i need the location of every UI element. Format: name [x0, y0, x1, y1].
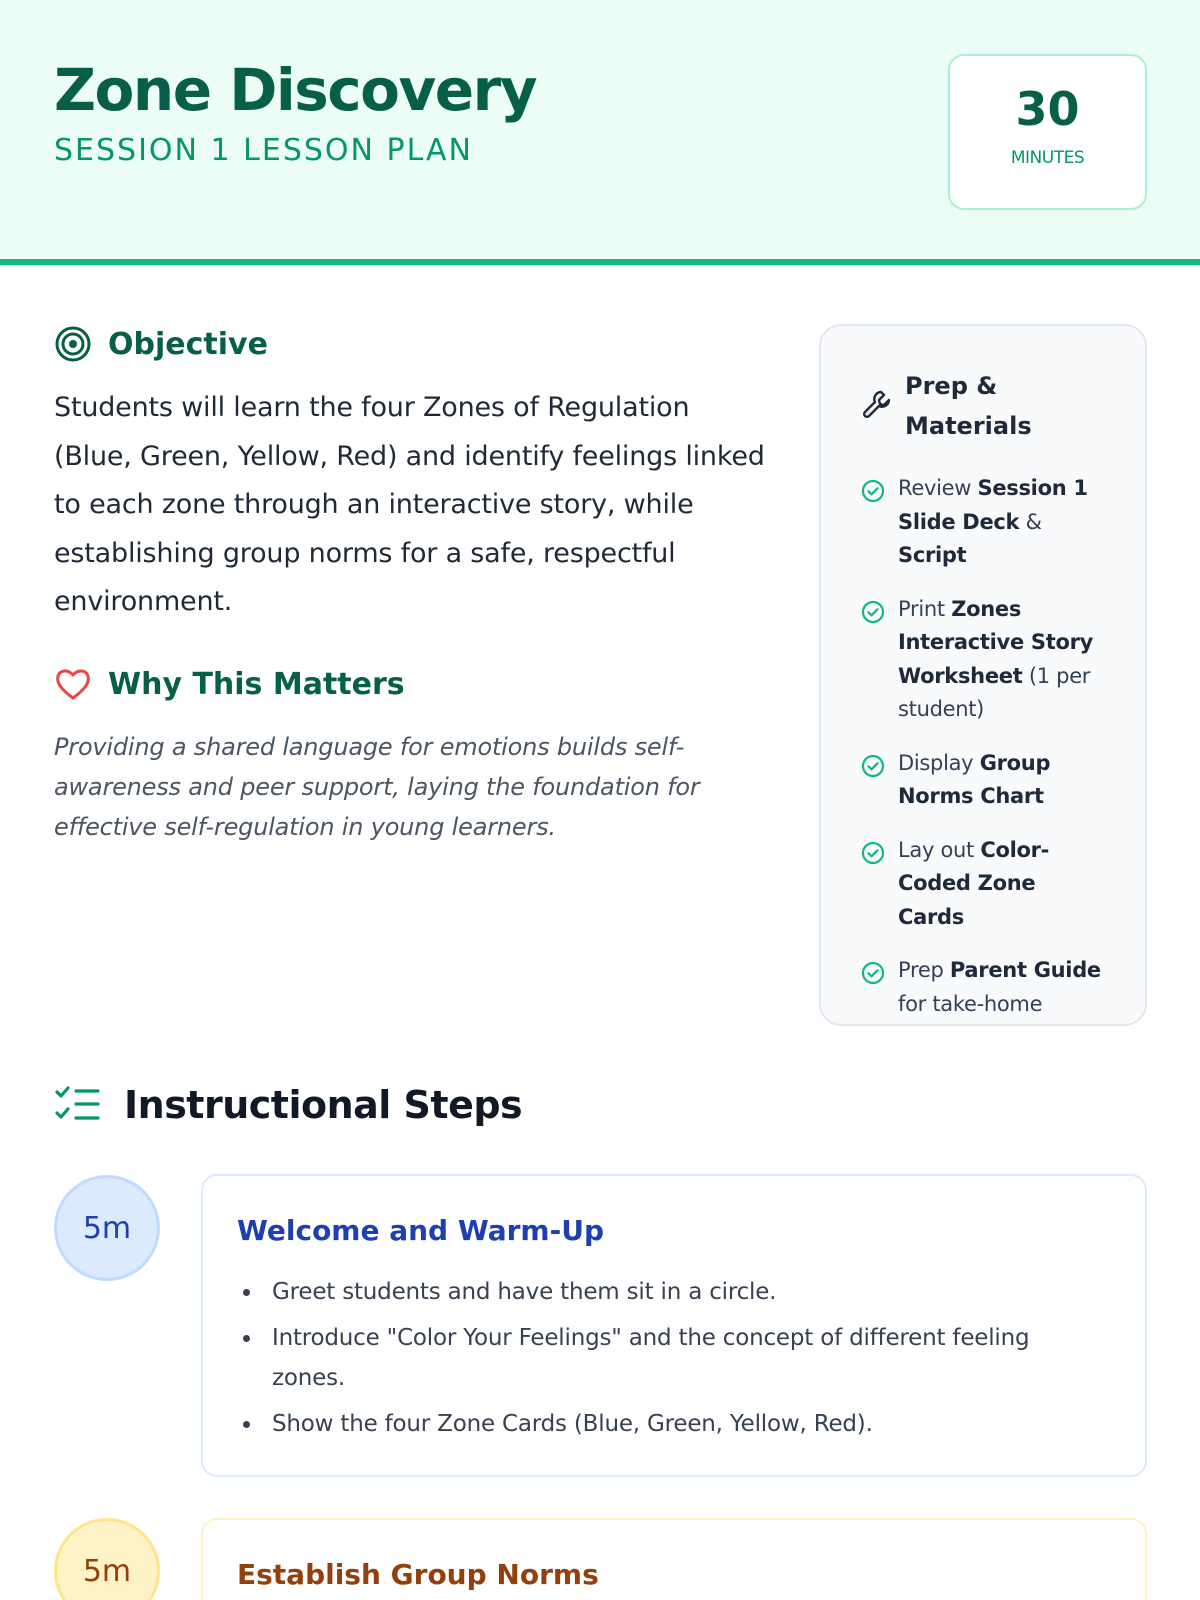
prep-heading — [861, 366, 1045, 446]
prep-heading-text: Prep & Materials — [905, 372, 1032, 440]
prep-item: Display Group Norms Chart — [861, 747, 1121, 814]
step-bullet: Introduce "Color Your Feelings" and the concept of different feeling zones. — [237, 1318, 1097, 1398]
step-title: Welcome and Warm-Up — [237, 1214, 605, 1247]
prep-list — [861, 472, 1121, 1041]
duration-value: 30 — [1015, 82, 1080, 136]
objective-heading-text: Objective — [108, 326, 268, 362]
steps-heading — [54, 1083, 522, 1127]
objective-heading — [54, 325, 268, 363]
why-text: Providing a shared language for emotions builds self-awareness and peer support, laying the foundation for effective self-regulation in young learners. — [54, 733, 700, 841]
step-time-badge: 5m — [54, 1175, 160, 1281]
step-bullets — [237, 1272, 1097, 1450]
wrench-icon — [861, 388, 893, 420]
step-card — [201, 1518, 1147, 1600]
duration-unit: MINUTES — [1010, 148, 1085, 168]
target-icon — [54, 325, 92, 363]
lesson-title: Zone Discovery — [54, 56, 537, 124]
prep-item: Print Zones Interactive Story Worksheet (1 per student) — [861, 593, 1121, 727]
step-time-badge: 5m — [54, 1518, 160, 1600]
lesson-subtitle: SESSION 1 LESSON PLAN — [54, 133, 473, 168]
why-heading — [54, 665, 405, 703]
checklist-icon — [54, 1085, 100, 1125]
lesson-header — [0, 0, 1200, 265]
why-heading-text: Why This Matters — [108, 666, 405, 702]
check-circle-icon — [861, 754, 885, 778]
step-bullet: Show the four Zone Cards (Blue, Green, Yellow, Red). — [237, 1404, 1097, 1444]
step-card — [201, 1174, 1147, 1477]
prep-item: Lay out Color-Coded Zone Cards — [861, 834, 1121, 935]
step-title: Establish Group Norms — [237, 1558, 599, 1591]
duration-box — [948, 54, 1147, 210]
step-bullet: Greet students and have them sit in a circle. — [237, 1272, 1097, 1312]
prep-item: Prep Parent Guide for take-home — [861, 954, 1121, 1021]
check-circle-icon — [861, 841, 885, 865]
objective-text: Students will learn the four Zones of Regulation (Blue, Green, Yellow, Red) and identify feelings linked to each zone through an interactive story, while establishing group norms for a safe, respectful environment. — [54, 392, 765, 617]
check-circle-icon — [861, 600, 885, 624]
check-circle-icon — [861, 961, 885, 985]
prep-materials-card — [819, 324, 1147, 1026]
prep-item: Review Session 1 Slide Deck & Script — [861, 472, 1121, 573]
steps-heading-text: Instructional Steps — [124, 1083, 523, 1127]
check-circle-icon — [861, 479, 885, 503]
heart-icon — [54, 665, 92, 703]
